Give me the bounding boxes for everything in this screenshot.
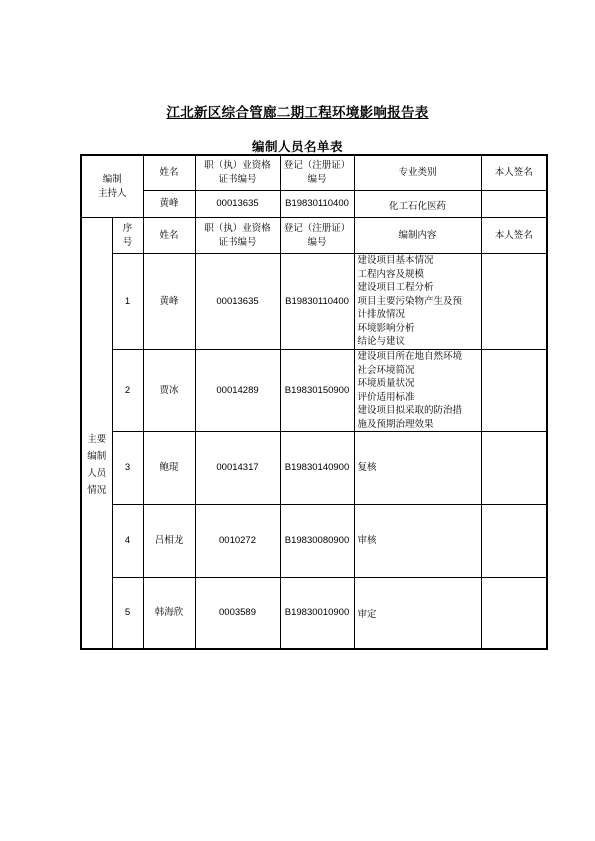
host-signature-header: 本人签名 bbox=[481, 155, 547, 191]
staff-section-label: 主要 编制 人员 情况 bbox=[81, 218, 112, 650]
staff-content: 建设项目所在地自然环境 社会环境简况 环境质量状况 评价适用标准 建设项目拟采取的防治措 施及预期治理效果 bbox=[354, 350, 481, 432]
host-name-header: 姓名 bbox=[143, 155, 195, 191]
staff-content: 复核 bbox=[354, 432, 481, 505]
staff-signature-cell bbox=[481, 578, 547, 650]
staff-qual-cert: 0003589 bbox=[195, 578, 280, 650]
staff-name: 黄峰 bbox=[143, 254, 195, 350]
table-title: 编制人员名单表 bbox=[251, 139, 343, 154]
host-header-row bbox=[81, 155, 547, 191]
table-row bbox=[81, 505, 547, 578]
host-name: 黄峰 bbox=[143, 191, 195, 218]
staff-content: 建设项目基本情况 工程内容及规模 建设项目工程分析 项目主要污染物产生及预 计排放情况 环境影响分析 结论与建议 bbox=[354, 254, 481, 350]
staff-signature-cell bbox=[481, 505, 547, 578]
host-signature-cell bbox=[481, 191, 547, 218]
staff-name: 鲍琨 bbox=[143, 432, 195, 505]
staff-reg-cert: B19830150900 bbox=[280, 350, 354, 432]
staff-reg-cert-header: 登记（注册证） 编号 bbox=[280, 218, 354, 254]
staff-seq: 4 bbox=[112, 505, 143, 578]
staff-reg-cert: B19830010900 bbox=[280, 578, 354, 650]
staff-seq-header: 序 号 bbox=[112, 218, 143, 254]
staff-content-header: 编制内容 bbox=[354, 218, 481, 254]
staff-qual-cert: 00014317 bbox=[195, 432, 280, 505]
staff-qual-cert: 00013635 bbox=[195, 254, 280, 350]
host-reg-cert: B19830110400 bbox=[280, 191, 354, 218]
staff-name-header: 姓名 bbox=[143, 218, 195, 254]
staff-seq: 2 bbox=[112, 350, 143, 432]
table-row bbox=[81, 254, 547, 350]
host-qual-cert-header: 职（执）业资格 证书编号 bbox=[195, 155, 280, 191]
host-section-label: 编制 主持人 bbox=[81, 155, 143, 218]
staff-content: 审定 bbox=[354, 578, 481, 650]
staff-name: 韩海欣 bbox=[143, 578, 195, 650]
staff-seq: 5 bbox=[112, 578, 143, 650]
staff-reg-cert: B19830110400 bbox=[280, 254, 354, 350]
staff-qual-cert: 0010272 bbox=[195, 505, 280, 578]
staff-reg-cert: B19830080900 bbox=[280, 505, 354, 578]
staff-seq: 3 bbox=[112, 432, 143, 505]
staff-reg-cert: B19830140900 bbox=[280, 432, 354, 505]
staff-qual-cert-header: 职（执）业资格 证书编号 bbox=[195, 218, 280, 254]
document-title: 江北新区综合管廊二期工程环境影响报告表 bbox=[166, 105, 429, 121]
staff-name: 贾冰 bbox=[143, 350, 195, 432]
staff-name: 吕相龙 bbox=[143, 505, 195, 578]
staff-header-row bbox=[81, 218, 547, 254]
staff-signature-cell bbox=[481, 350, 547, 432]
staff-seq: 1 bbox=[112, 254, 143, 350]
staff-signature-header: 本人签名 bbox=[481, 218, 547, 254]
staff-qual-cert: 00014289 bbox=[195, 350, 280, 432]
host-qual-cert: 00013635 bbox=[195, 191, 280, 218]
host-data-row bbox=[81, 191, 547, 218]
staff-roster-table bbox=[80, 154, 548, 650]
staff-content: 审核 bbox=[354, 505, 481, 578]
staff-signature-cell bbox=[481, 254, 547, 350]
table-row bbox=[81, 350, 547, 432]
host-specialty-header: 专业类别 bbox=[354, 155, 481, 191]
staff-signature-cell bbox=[481, 432, 547, 505]
host-specialty: 化工石化医药 bbox=[354, 191, 481, 218]
host-reg-cert-header: 登记（注册证） 编号 bbox=[280, 155, 354, 191]
table-row bbox=[81, 432, 547, 505]
table-row bbox=[81, 578, 547, 650]
